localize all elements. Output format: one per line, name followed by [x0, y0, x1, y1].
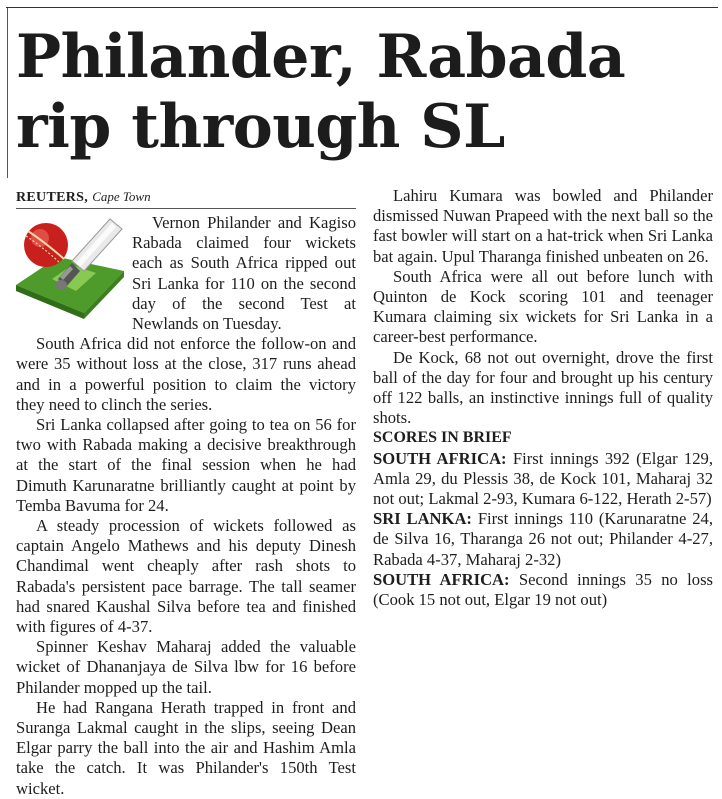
byline-agency: REUTERS,: [16, 190, 89, 205]
top-rule: [6, 7, 718, 8]
score-sri-lanka-first-innings: [373, 509, 713, 570]
article-paragraph-7: Lahiru Kumara was bowled and Philander dismissed Nuwan Prapeed with the next ball so the fast bowler will start on a hat-trick when Sri Lanka bat again. Upul Tharanga finished unbeaten on 26.: [373, 186, 713, 266]
article-paragraph-3: Sri Lanka collapsed after going to tea on 56 for two with Rabada making a decisive breakthrough at the start of the final session when he had Dimuth Karunaratne brilliantly caught at point by Temba Bavuma for 24.: [16, 415, 356, 515]
score-label: SOUTH AFRICA:: [373, 448, 507, 468]
score-label: SOUTH AFRICA:: [373, 569, 510, 589]
score-south-africa-second-innings: [373, 570, 713, 610]
article-column-left: [16, 186, 356, 799]
article-column-right: [373, 186, 713, 610]
cricket-ball-and-bat-icon: [14, 213, 126, 323]
scores-in-brief: [373, 449, 713, 611]
scores-heading: SCORES IN BRIEF: [373, 429, 512, 447]
score-label: SRI LANKA:: [373, 509, 472, 529]
article-paragraph-9: De Kock, 68 not out overnight, drove the first ball of the day for four and brought up his century off 122 balls, an instinctive innings full of quality shots.: [373, 347, 713, 428]
score-text: Second innings 35 no loss (Cook 15 not out, Elgar 19 not out): [373, 569, 713, 610]
headline-line-1: Philander, Rabada: [16, 22, 626, 92]
article-paragraph-1: Vernon Philander and Kagiso Rabada claimed four wickets each as South Africa ripped out Sri Lanka for 110 on the second day of the second Test at Newlands on Tuesday.: [132, 213, 356, 334]
article-paragraph-4: A steady procession of wickets followed as captain Angelo Mathews and his deputy Dinesh Chandimal went cheaply after rash shots to Rabada's persistent pace barrage. The tall seamer had snared Kaushal Silva before tea and finished with figures of 4-37.: [16, 516, 356, 637]
headline: [16, 22, 716, 162]
article-paragraph-5: Spinner Keshav Maharaj added the valuable wicket of Dhananjaya de Silva lbw for 16 before Philander mopped up the tail.: [16, 637, 356, 697]
left-rule: [7, 8, 8, 178]
byline-place: Cape Town: [92, 189, 151, 204]
score-south-africa-first-innings: [373, 449, 713, 510]
headline-line-2: rip through SL: [16, 92, 505, 162]
article-paragraph-6: He had Rangana Herath trapped in front and Suranga Lakmal caught in the slips, seeing Dean Elgar parry the ball into the air and Hashim Amla take the catch. It was Philander's 150th Test wicket.: [16, 697, 356, 798]
score-text: First innings 110 (Karunaratne 24, de Silva 16, Tharanga 26 not out; Philander 4-27, Rabada 4-37, Maharaj 2-32): [373, 509, 713, 569]
article-paragraph-8: South Africa were all out before lunch with Quinton de Kock scoring 101 and teenager Kumara claiming six wickets for Sri Lanka in a career-best performance.: [373, 266, 713, 347]
score-text: First innings 392 (Elgar 129, Amla 29, du Plessis 38, de Kock 101, Maharaj 32 not out; Lakmal 2-93, Kumara 6-122, Herath 2-57): [373, 448, 713, 509]
byline: [16, 186, 356, 209]
article-paragraph-2: South Africa did not enforce the follow-on and were 35 without loss at the close, 317 runs ahead and in a powerful position to claim the victory they need to clinch the series.: [16, 334, 356, 414]
